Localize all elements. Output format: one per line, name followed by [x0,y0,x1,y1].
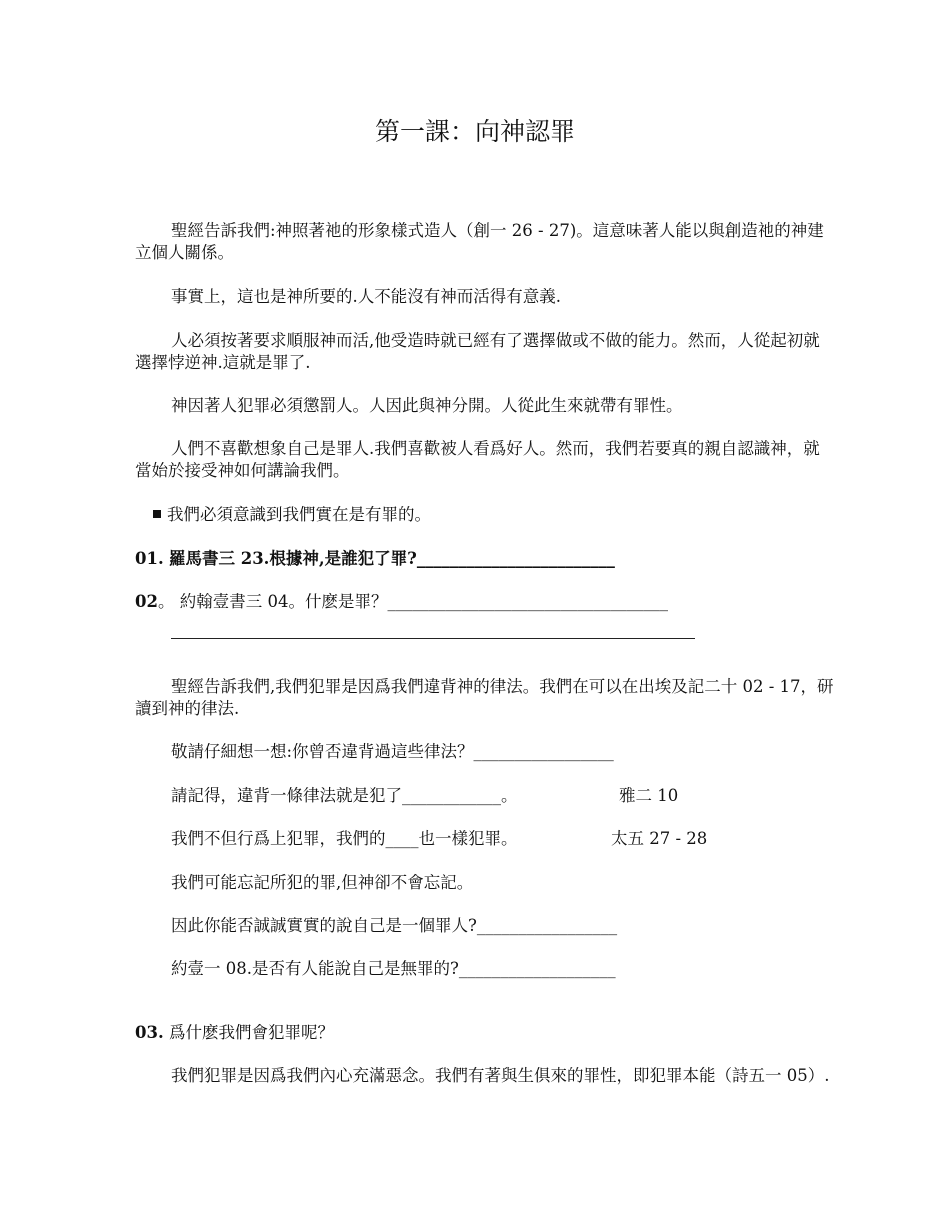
paragraph-meaningful-life: 事實上，這也是神所要的.人不能沒有神而活得有意義. [171,287,561,306]
page-title: 第一課：向神認罪 [374,117,575,146]
scripture-reference: 雅二 10 [619,786,679,805]
paragraph-sin-nature: 我們犯罪是因爲我們內心充滿惡念。我們有著與生俱來的罪性，即犯罪本能（詩五一 05）. [171,1066,830,1085]
prompt-honest-sinner: 因此你能否誠誠實實的說自己是一個罪人?_________________ [171,916,618,935]
paragraph-knowing-god: 人們不喜歡想象自己是罪人.我們喜歡被人看爲好人。然而，我們若要真的親自認識神，就當始於接受神如何講論我們。 [135,439,820,480]
question-02 [135,591,835,613]
paragraph-image-of-god: 聖經告訴我們:神照著祂的形象樣式造人（創一 26 - 27)。這意味著人能以與創造祂的神建立個人關係。 [135,221,824,262]
bullet-point [153,504,853,526]
question-text: 。 約翰壹書三 04。什麽是罪？__________________________________ [157,592,668,611]
question-text: 爲什麽我們會犯罪呢？ [168,1023,334,1042]
prompt-broken-laws: 敬請仔細想一想:你曾否違背過這些律法？_________________ [171,742,614,761]
scripture-reference: 太五 27 - 28 [611,829,708,848]
paragraph-separation: 神因著人犯罪必須懲罰人。人因此與神分開。人從此生來就帶有罪性。 [171,396,683,415]
paragraph-law: 聖經告訴我們,我們犯罪是因爲我們違背神的律法。我們在可以在出埃及記二十 02 - 17，研讀到神的律法. [135,677,834,718]
prompt-no-sin: 約壹一 08.是否有人能說自己是無罪的?___________________ [171,959,616,978]
paragraph-choice-to-rebel: 人必須按著要求順服神而活,他受造時就已經有了選擇做或不做的能力。然而，人從起初就選擇悖逆神.這就是罪了. [135,331,820,372]
bullet-text: 我們必須意識到我們實在是有罪的。 [167,505,431,524]
question-01 [135,548,835,570]
prompt-heart-sin [171,828,835,850]
prompt-text: 請記得，違背一條律法就是犯了____________。 [171,786,518,805]
question-text: 羅馬書三 23.根據神,是誰犯了罪?________________________ [168,549,615,568]
answer-line [171,638,695,639]
question-number: 02 [135,592,158,611]
paragraph-god-remembers: 我們可能忘記所犯的罪,但神卻不會忘記。 [171,873,474,892]
square-bullet-icon [153,510,161,518]
prompt-one-law [171,785,835,807]
question-03 [135,1022,835,1044]
question-number: 01. [135,549,164,568]
prompt-text: 我們不但行爲上犯罪，我們的____也一樣犯罪。 [171,829,518,848]
question-number: 03. [135,1023,164,1042]
